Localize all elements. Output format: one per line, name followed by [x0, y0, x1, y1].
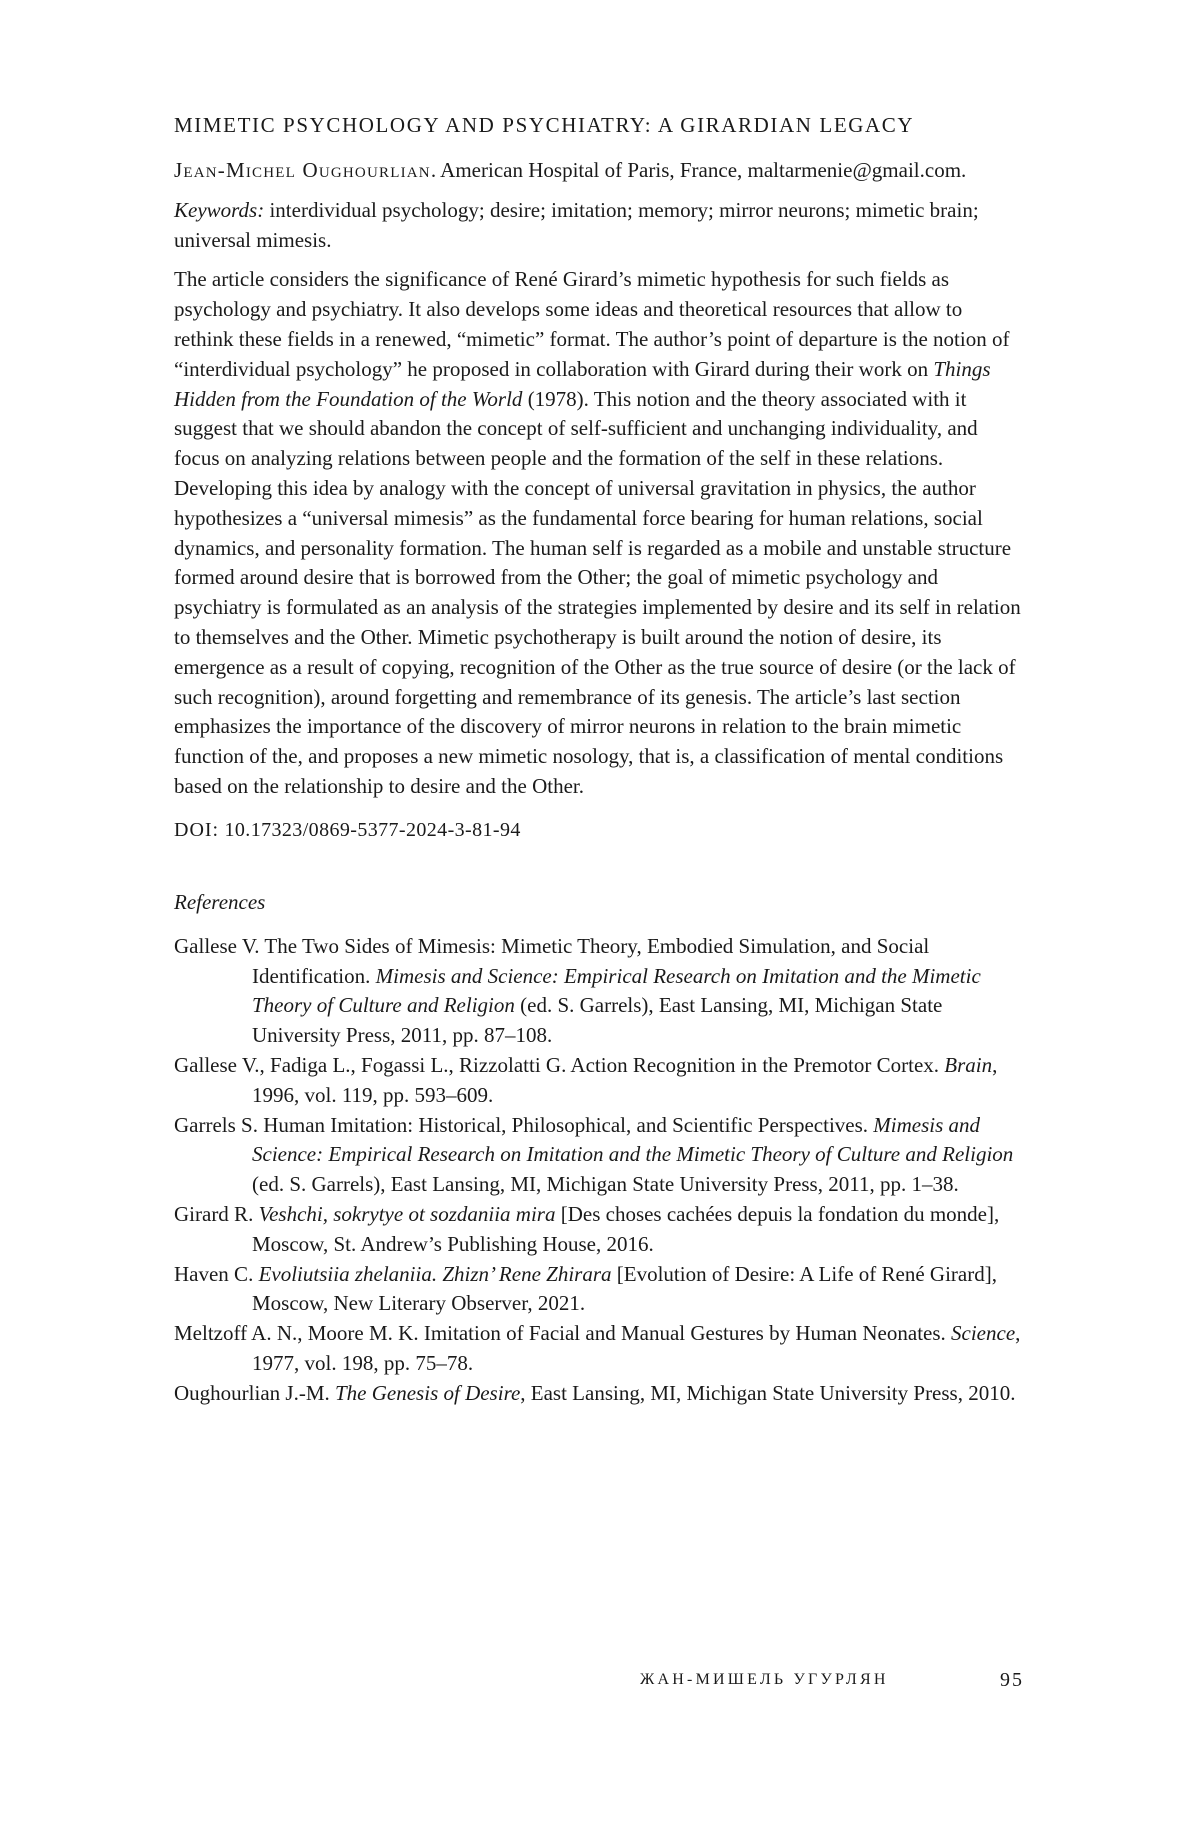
- keywords-label: Keywords:: [174, 197, 265, 222]
- reference-source: Veshchi, sokrytye ot sozdaniia mira: [258, 1201, 556, 1226]
- running-head: ЖАН-МИШЕЛЬ УГУРЛЯН: [640, 1671, 889, 1688]
- author-line: [174, 156, 1024, 186]
- reference-source: The Genesis of Desire: [335, 1380, 521, 1405]
- reference-item: [174, 1051, 1024, 1111]
- reference-details: (ed. S. Garrels), East Lansing, MI, Michigan State University Press, 2011, pp. 87–108.: [252, 993, 943, 1048]
- reference-text: Gallese V. The Two Sides of Mimesis: Mimetic Theory, Embodied Simulation, and Social Identification.: [174, 933, 930, 988]
- keywords-text: interdividual psychology; desire; imitation; memory; mirror neurons; mimetic brain; universal mimesis.: [174, 197, 979, 252]
- reference-source: Mimesis and Science: Empirical Research on Imitation and the Mimetic Theory of Culture and Religion: [252, 1112, 1014, 1167]
- reference-item: [174, 1379, 1024, 1409]
- reference-text: Haven C.: [174, 1261, 259, 1286]
- author-affiliation: . American Hospital of Paris, France,: [430, 158, 743, 182]
- reference-details: [Des choses cachées depuis la fondation du monde], Moscow, St. Andrew’s Publishing House, 2016.: [252, 1201, 1000, 1256]
- reference-text: Girard R.: [174, 1201, 259, 1226]
- abstract-part-1: The article considers the significance of René Girard’s mimetic hypothesis for such fields as psychology and psychiatry. It also develops some ideas and theoretical resources that allow to rethink these fields in a renewed, “mimetic” format. The author’s point of departure is the notion of “interdividual psychology” he proposed in collaboration with Girard during their work on: [174, 267, 1010, 381]
- doi: [174, 816, 1024, 844]
- reference-text: Gallese V., Fadiga L., Fogassi L., Rizzolatti G. Action Recognition in the Premotor Cortex.: [174, 1052, 945, 1077]
- abstract: [174, 265, 1024, 801]
- article-title: MIMETIC PSYCHOLOGY AND PSYCHIATRY: A GIRARDIAN LEGACY: [174, 113, 915, 137]
- references-heading: References: [174, 889, 266, 914]
- reference-text: Garrels S. Human Imitation: Historical, Philosophical, and Scientific Perspectives.: [174, 1112, 874, 1137]
- reference-details: (ed. S. Garrels), East Lansing, MI, Michigan State University Press, 2011, pp. 1–38.: [252, 1172, 959, 1197]
- reference-item: [174, 1260, 1024, 1320]
- reference-item: [174, 1200, 1024, 1260]
- reference-item: [174, 932, 1024, 1051]
- reference-source: Mimesis and Science: Empirical Research on Imitation and the Mimetic Theory of Culture and Religion: [252, 963, 981, 1018]
- reference-details: , 1996, vol. 119, pp. 593–609.: [252, 1052, 998, 1107]
- reference-item: [174, 1111, 1024, 1200]
- reference-details: [Evolution of Desire: A Life of René Girard], Moscow, New Literary Observer, 2021.: [252, 1261, 997, 1316]
- author-email: maltarmenie@gmail.com.: [747, 158, 967, 182]
- author-name: Jean-Michel Oughourlian: [174, 158, 431, 182]
- page-footer: [640, 1671, 1024, 1697]
- doi-value: 10.17323/0869-5377-2024-3-81-94: [219, 818, 521, 841]
- keywords: [174, 196, 1024, 256]
- reference-text: Meltzoff A. N., Moore M. K. Imitation of Facial and Manual Gestures by Human Neonates.: [174, 1321, 952, 1346]
- references-list: [174, 932, 1024, 1409]
- reference-source: Brain: [944, 1052, 993, 1077]
- page-number: 95: [1000, 1669, 1024, 1691]
- reference-details: , East Lansing, MI, Michigan State University Press, 2010.: [520, 1380, 1016, 1405]
- reference-text: Oughourlian J.-M.: [174, 1380, 335, 1405]
- reference-details: , 1977, vol. 198, pp. 75–78.: [252, 1321, 1021, 1375]
- article-content: [174, 110, 1024, 1408]
- reference-source: Science: [951, 1321, 1016, 1346]
- abstract-part-2: (1978). This notion and the theory associated with it suggest that we should abandon the concept of self-sufficient and unchanging individuality, and focus on analyzing relations between people and the formation of the self in these relations. Developing this idea by analogy with the concept of universal gravitation in physics, the author hypothesizes a “universal mimesis” as the fundamental force bearing for human relations, social dynamics, and personality formation. The human self is regarded as a mobile and unstable structure formed around desire that is borrowed from the Other; the goal of mimetic psychology and psychiatry is formulated as an analysis of the strategies implemented by desire and its self in relation to themselves and the Other. Mimetic psychotherapy is built around the notion of desire, its emergence as a result of copying, recognition of the Other as the true source of desire (or the lack of such recognition), around forgetting and remembrance of its genesis. The article’s last section emphasizes the importance of the discovery of mirror neurons in relation to the brain mimetic function of the, and proposes a new mimetic nosology, that is, a classification of mental conditions based on the relationship to desire and the Other.: [174, 386, 1021, 798]
- reference-item: [174, 1319, 1024, 1379]
- abstract-book-title: Things Hidden from the Foundation of the World: [174, 356, 991, 411]
- reference-source: Evoliutsiia zhelaniia. Zhizn’ Rene Zhirara: [258, 1261, 612, 1286]
- doi-label: DOI:: [174, 818, 220, 841]
